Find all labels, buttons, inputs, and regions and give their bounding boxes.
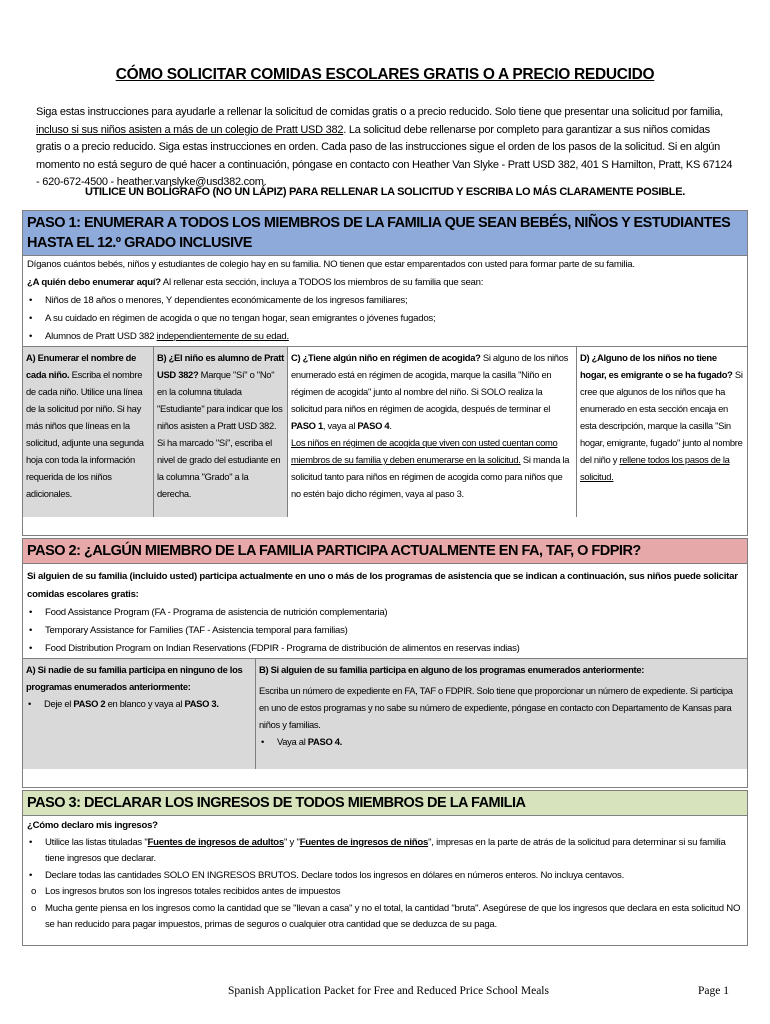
step1-columns (23, 346, 747, 517)
col-a-mid: en blanco y vaya al (105, 698, 185, 709)
col-c-underlined: Los niños en régimen de acogida que viven con usted cuentan como miembros de su familia y deben enumerarse en la solicitud. (291, 437, 558, 465)
intro-text-1: Siga estas instrucciones para ayudarle a rellenar la solicitud de comidas gratis o a precio reducido. Solo tiene que presentar una solicitud por familia, (36, 106, 723, 118)
col-d-text: Si cree que algunos de los niños que ha enumerado en esta sección encaja en esta descripción, marque la casilla "Sin hogar, emigrante, fugado" junto al nombre del niño y (580, 369, 743, 465)
step2-columns (23, 658, 747, 769)
list-item: • Food Assistance Program (FA - Programa de asistencia de nutrición complementaria) (45, 604, 743, 622)
col-d-underlined: rellene todos los pasos de la solicitud. (580, 454, 730, 482)
list-item (45, 835, 743, 868)
child-income-sources: Fuentes de ingresos de niños (299, 836, 429, 848)
sub-list-item: o Mucha gente piensa en los ingresos como la cantidad que se "llevan a casa" y no el total, la cantidad "bruta". Asegúrese de que los ingresos que declara en esta solicitud NO se han reducido para pagar impuestos, primas de seguros o cualquier otra cantidad que se deduzca de su paga. (45, 901, 743, 934)
step1-col-c: C) ¿Tiene algún niño en régimen de acogida? Si alguno de los niños enumerado está en régimen de acogida, marque la casilla "Niño en régimen de acogida" junto al nombre del niño. Si SOLO realiza la solicitud para niños en régimen de acogida, después de terminar el PASO 1, vaya al PASO 4. Los niños en régimen de acogida que viven con usted cuentan como miembros de su familia y deben enumerarse en la solicitud. Si manda la solicitud tanto para niños en régimen de acogida como para niños que no estén bajo dicho régimen, vaya al paso 3. (288, 347, 577, 517)
col-a-heading: A) Enumerar el nombre de cada niño. (26, 352, 137, 380)
footer-packet-title: Spanish Application Packet for Free and Reduced Price School Meals (228, 985, 549, 997)
list-item-text: " y " (283, 836, 300, 848)
step3-question: ¿Cómo declaro mis ingresos? (27, 820, 158, 831)
step1-question-rest: Al rellenar esta sección, incluya a TODOS los miembros de su familia que sean: (160, 277, 484, 288)
col-b-pre: Vaya al (277, 736, 308, 747)
step2-col-b-text: Escriba un número de expediente en FA, TAF o FDPIR. Solo tiene que proporcionar un número de expediente. Si participa en uno de estos programas y no sabe su número de expediente, póngase en contacto con Departamento de Kansas para niños y familias. (259, 685, 733, 730)
step1-col-b (154, 347, 288, 517)
step1-section (22, 210, 748, 536)
step1-question (27, 274, 743, 292)
step3-section (22, 790, 748, 946)
adult-income-sources: Fuentes de ingresos de adultos (147, 836, 284, 848)
col-a-paso2: PASO 2 (73, 698, 106, 709)
list-item-underlined: independientemente de su edad. (156, 331, 289, 342)
list-item-text: ", impresas en la parte de atrás de la solicitud para determinar si su familia tiene ingresos que declarar. (45, 836, 726, 864)
step1-col-d (577, 347, 747, 517)
list-item-text: Alumnos de Pratt USD 382 (45, 331, 157, 342)
step1-body (23, 256, 747, 346)
step2-col-a-heading: A) Si nadie de su familia participa en ninguno de los programas enumerados anteriormente: (26, 664, 243, 692)
col-a-text: Escriba el nombre de cada niño. Utilice una línea de la solicitud por niño. Si hay más niños que líneas en la solicitud, adjunte una segunda hoja con toda la información requerida de los niños adicionales. (26, 369, 144, 499)
step3-sublist (27, 884, 743, 934)
col-c-text: Si alguno de los niños enumerado está en régimen de acogida, marque la casilla "Niño en régimen de acogida" junto al nombre del niño. Si SOLO realiza la solicitud para niños en régimen de acogida, después de terminar el (291, 352, 568, 414)
list-item: • Food Distribution Program on Indian Reservations (FDPIR - Programa de distribución de alimentos en reservas indias) (45, 640, 743, 658)
col-c-paso4: PASO 4 (357, 420, 390, 431)
list-item (45, 328, 743, 346)
col-a-paso3: PASO 3. (184, 698, 219, 709)
step2-body (23, 564, 747, 658)
col-a-pre: Deje el (44, 698, 74, 709)
intro-underlined: incluso si sus niños asisten a más de un colegio de Pratt USD 382 (36, 123, 344, 136)
step2-col-a (23, 659, 256, 769)
step2-col-a-item: • Deje el PASO 2 en blanco y vaya al PASO 3. (28, 698, 219, 709)
step1-question-bold: ¿A quién debo enumerar aquí? (27, 277, 161, 288)
list-item: • A su cuidado en régimen de acogida o que no tengan hogar, sean emigrantes o jóvenes fugados; (45, 310, 743, 328)
step2-intro: Si alguien de su familia (incluido usted) participa actualmente en uno o más de los programas de asistencia que se indican a continuación, sus niños puede solicitar comidas escolares gratis: (27, 571, 738, 600)
step2-list (27, 604, 743, 658)
sub-list-item: o Los ingresos brutos son los ingresos totales recibidos antes de impuestos (45, 884, 743, 901)
intro-paragraph (36, 104, 736, 192)
col-c-text-2: Si manda la solicitud tanto para niños en régimen de acogida como para niños que no estén bajo dicho régimen, vaya al paso 3. (291, 454, 570, 499)
footer-page-number: Page 1 (698, 985, 729, 997)
step1-line1: Díganos cuántos bebés, niños y estudiantes de colegio hay en su familia. NO tienen que estar emparentados con usted para formar parte de su familia. (27, 259, 635, 270)
page-title: CÓMO SOLICITAR COMIDAS ESCOLARES GRATIS O A PRECIO REDUCIDO (115, 66, 655, 83)
col-d-heading: D) ¿Alguno de los niños no tiene hogar, es emigrante o se ha fugado? (580, 352, 733, 380)
col-b-text: Marque "Sí" o "No" en la columna titulada "Estudiante" para indicar que los niños asisten a Pratt USD 382. Si ha marcado "Sí", escriba el nivel de grado del estudiante en la columna "Grado" a la derecha. (157, 369, 283, 499)
step2-section (22, 538, 748, 788)
list-item: • Niños de 18 años o menores, Y dependientes económicamente de los ingresos familiares; (45, 292, 743, 310)
list-item: • Declare todas las cantidades SOLO EN INGRESOS BRUTOS. Declare todos los ingresos en dólares en números enteros. No incluya centavos. (45, 868, 743, 885)
step2-header: PASO 2: ¿ALGÚN MIEMBRO DE LA FAMILIA PARTICIPA ACTUALMENTE EN FA, TAF, O FDPIR? (23, 539, 747, 564)
step2-col-b-heading: B) Si alguien de su familia participa en alguno de los programas enumerados anteriormente: (259, 664, 645, 675)
col-c-mid: , vaya al (322, 420, 358, 431)
step1-col-a (23, 347, 154, 517)
list-item: • Temporary Assistance for Families (TAF - Asistencia temporal para familias) (45, 622, 743, 640)
step2-col-b (256, 659, 747, 769)
step3-list (27, 835, 743, 885)
list-item-text: Utilice las listas tituladas " (45, 836, 148, 848)
step1-header: PASO 1: ENUMERAR A TODOS LOS MIEMBROS DE LA FAMILIA QUE SEAN BEBÉS, NIÑOS Y ESTUDIANTES HASTA EL 12.º GRADO INCLUSIVE (23, 211, 747, 256)
col-b-paso4: PASO 4. (307, 736, 342, 747)
step2-col-b-item: • Vaya al PASO 4. (261, 736, 342, 747)
col-c-paso1: PASO 1 (291, 420, 323, 431)
intro-text-2: . La solicitud debe rellenarse por completo para garantizar a sus niños comidas gratis o a precio reducido. Siga estas instrucciones en orden. Cada paso de las instrucciones sigue el orden de los pasos de la solicitud. Si en algún momento no está seguro de qué hacer a continuación, póngase en contacto con Heather Van Slyke - Pratt USD 382, 401 S Hamilton, Pratt, KS 67124 - 620-672-4500 - heather.vanslyke@usd382.com. (36, 123, 733, 189)
col-b-heading: B) ¿El niño es alumno de Pratt USD 382? (157, 352, 284, 380)
step1-list (27, 292, 743, 346)
intro-pen-notice: UTILICE UN BOLÍGRAFO (NO UN LÁPIZ) PARA RELLENAR LA SOLICITUD Y ESCRIBA LO MÁS CLARAMENTE POSIBLE. (84, 186, 686, 198)
step3-body (23, 816, 747, 934)
step3-header: PASO 3: DECLARAR LOS INGRESOS DE TODOS MIEMBROS DE LA FAMILIA (23, 791, 747, 816)
col-c-heading: C) ¿Tiene algún niño en régimen de acogida? (291, 352, 481, 363)
